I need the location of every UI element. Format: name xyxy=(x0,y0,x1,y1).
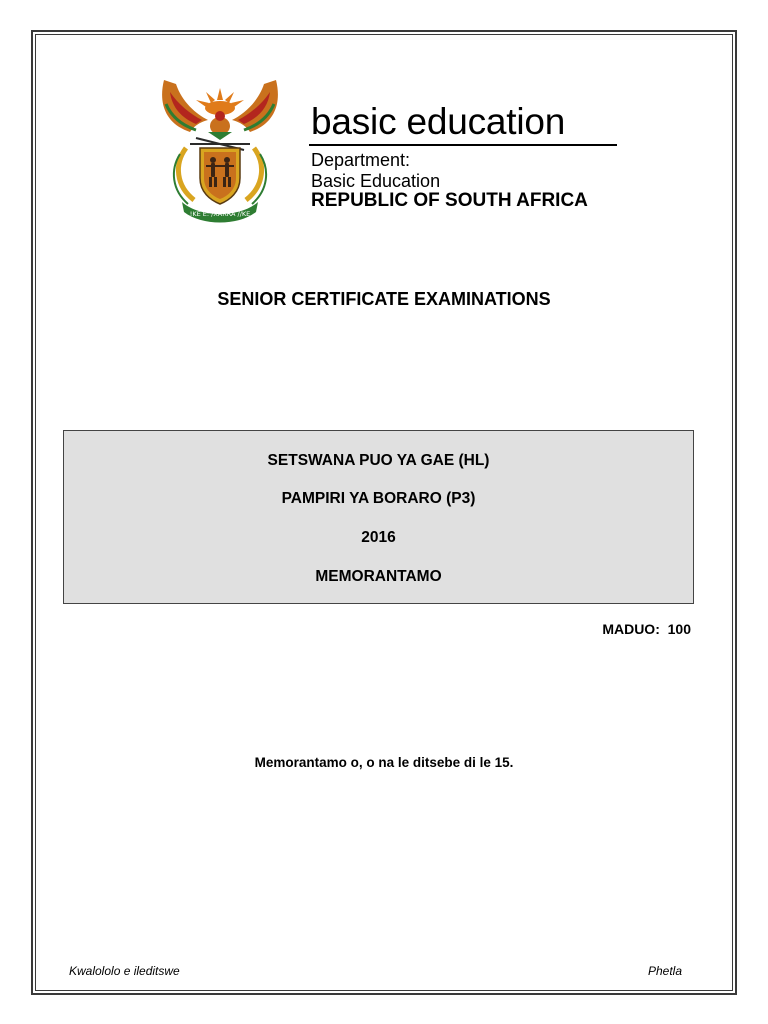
brand-divider xyxy=(309,144,617,146)
paper-name: PAMPIRI YA BORARO (P3) xyxy=(281,490,476,507)
coat-of-arms-logo xyxy=(156,74,284,224)
footer-turn-over: Phetla xyxy=(647,964,682,978)
document-type: MEMORANTAMO xyxy=(315,568,442,585)
exam-title: SENIOR CERTIFICATE EXAMINATIONS xyxy=(217,289,551,309)
brand-title: basic education xyxy=(311,101,566,142)
subject-name: SETSWANA PUO YA GAE (HL) xyxy=(267,452,490,469)
exam-year: 2016 xyxy=(361,529,396,546)
department-name: Basic Education xyxy=(311,171,441,191)
total-marks: MADUO: 100 xyxy=(602,621,691,637)
page-count-note: Memorantamo o, o na le ditsebe di le 15. xyxy=(254,755,514,770)
crest-motto: !KE E: /XARRA //KE xyxy=(189,210,251,218)
department-label: Department: xyxy=(311,150,411,170)
subject-box xyxy=(63,430,694,604)
country-name: REPUBLIC OF SOUTH AFRICA xyxy=(311,190,588,211)
footer-copyright: Kwalololo e ileditswe xyxy=(69,964,180,978)
